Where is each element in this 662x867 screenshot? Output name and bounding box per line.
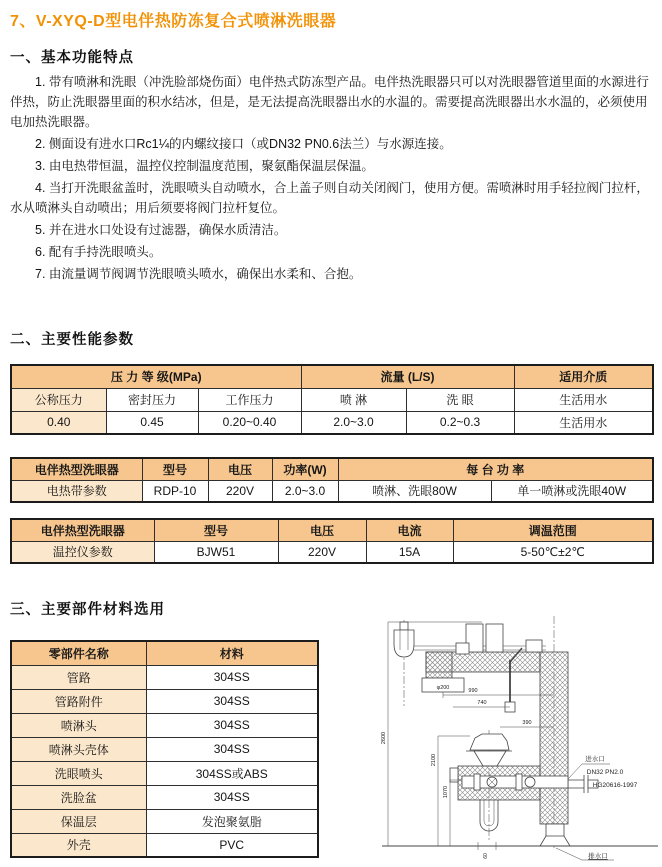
part-name-cell: 管路附件 [11, 689, 146, 713]
header-cell: 每 台 功 率 [338, 458, 653, 480]
part-name-cell: 喷淋头壳体 [11, 737, 146, 761]
data-cell: 2.0~3.0 [301, 411, 406, 434]
header-cell: 电流 [366, 519, 453, 541]
material-cell: PVC [146, 833, 318, 857]
inlet-label: 进水口 [585, 756, 605, 763]
data-cell: 喷淋、洗眼80W [338, 480, 491, 502]
feature-item: 7. 由流量调节阀调节洗眼喷头喷水，确保出水柔和、合抱。 [35, 267, 362, 281]
subheader-cell: 密封压力 [106, 388, 198, 411]
feature-item: 5. 并在进水口处设有过滤器，确保水质清洁。 [35, 223, 287, 237]
section-heading-features: 一、基本功能特点 [10, 50, 134, 66]
data-cell: 温控仪参数 [11, 541, 154, 563]
data-cell: 0.40 [11, 411, 106, 434]
shower-head-stem [400, 622, 408, 630]
data-cell: BJW51 [154, 541, 278, 563]
valve-symbol [525, 777, 535, 787]
feature-list [10, 72, 654, 286]
header-cell: 电伴热型洗眼器 [11, 458, 142, 480]
wash-basin [474, 751, 506, 766]
pipe-fitting [516, 774, 522, 790]
feature-item: 3. 由电热带恒温，温控仪控制温度范围，聚氨酯保温层保温。 [35, 159, 374, 173]
dim-label-2600: 2600 [381, 731, 387, 745]
data-cell: 单一喷淋或洗眼40W [491, 480, 653, 502]
header-cell: 电压 [208, 458, 272, 480]
dim-label-740: 740 [477, 700, 487, 706]
dim-label-1070: 1070 [443, 785, 449, 799]
part-name-cell: 外壳 [11, 833, 146, 857]
data-cell: 生活用水 [514, 411, 653, 434]
data-cell: RDP-10 [142, 480, 208, 502]
eyewash-station-technical-drawing [370, 610, 662, 867]
data-cell: 220V [278, 541, 366, 563]
junction-box [486, 624, 503, 652]
material-cell: 304SS [146, 737, 318, 761]
data-cell: 220V [208, 480, 272, 502]
inlet-standard-label: HG20616-1997 [592, 782, 638, 789]
page-title: 7、V-XYQ-D型电伴热防冻复合式喷淋洗眼器 [10, 13, 337, 30]
part-name-cell: 管路 [11, 665, 146, 689]
dim-label-2100: 2100 [431, 753, 437, 767]
base-flange [540, 836, 570, 846]
section-heading-materials: 三、主要部件材料选用 [10, 602, 165, 618]
material-cell: 304SS [146, 713, 318, 737]
pipe-clamp [526, 640, 542, 652]
header-cell: 电压 [278, 519, 366, 541]
material-cell: 发泡聚氨脂 [146, 809, 318, 833]
pressure-flow-table [10, 364, 654, 435]
part-name-cell: 喷淋头 [11, 713, 146, 737]
header-cell: 压 力 等 级(MPa) [11, 365, 301, 388]
thermostat-table [10, 518, 654, 564]
inlet-flange [584, 775, 588, 793]
basin-cover [470, 734, 509, 750]
header-cell: 电伴热型洗眼器 [11, 519, 154, 541]
header-cell: 适用介质 [514, 365, 653, 388]
pipe-fitting [474, 774, 480, 790]
part-name-cell: 洗眼喷头 [11, 761, 146, 785]
feature-item: 2. 侧面设有进水口Rc1¼的内螺纹接口（或DN32 PN0.6法兰）与水源连接。 [35, 137, 452, 151]
dim-line-990 [443, 692, 554, 698]
data-cell: 0.2~0.3 [406, 411, 514, 434]
subheader-cell: 洗 眼 [406, 388, 514, 411]
subheader-cell: 喷 淋 [301, 388, 406, 411]
materials-table [10, 640, 319, 858]
feature-item: 1. 带有喷淋和洗眼（冲洗脸部烧伤面）电伴热式防冻型产品。电伴热洗眼器只可以对洗眼器管道里面的水源进行伴热，防止洗眼器里面的积水结冰，但是，是无法提高洗眼器出水的水温的。需要提高洗眼器出水水温的，必须使用电加热洗眼器。 [10, 75, 649, 129]
header-cell: 零部件名称 [11, 641, 146, 665]
shower-head-icon [394, 630, 414, 657]
data-cell: 15A [366, 541, 453, 563]
header-cell: 流量 (L/S) [301, 365, 514, 388]
inlet-spec-label: DN32 PN2.0 [586, 769, 624, 776]
feature-item: 6. 配有手持洗眼喷头。 [35, 245, 162, 259]
subheader-cell: 公称压力 [11, 388, 106, 411]
subheader-cell: 工作压力 [198, 388, 301, 411]
part-name-cell: 保温层 [11, 809, 146, 833]
pipe-clamp [456, 643, 469, 654]
header-cell: 材料 [146, 641, 318, 665]
data-cell: 2.0~3.0 [272, 480, 338, 502]
material-cell: 304SS [146, 665, 318, 689]
data-cell: 0.45 [106, 411, 198, 434]
data-cell: 0.20~0.40 [198, 411, 301, 434]
dim-label-990: 990 [468, 688, 478, 694]
header-cell: 型号 [142, 458, 208, 480]
material-cell: 304SS [146, 785, 318, 809]
inlet-pipe [568, 780, 584, 788]
heat-trace-table [10, 457, 654, 503]
subheader-cell: 生活用水 [514, 388, 653, 411]
dim-label-60: 60 [483, 853, 489, 859]
diameter-label: φ200 [436, 685, 450, 691]
dim-label-390: 390 [522, 720, 532, 726]
insulated-elbow [426, 652, 452, 678]
header-cell: 功率(W) [272, 458, 338, 480]
header-cell: 型号 [154, 519, 278, 541]
feature-item: 4. 当打开洗眼盆盖时，洗眼喷头自动喷水，合上盖子则自动关闭阀门，使用方便。需喷淋时用手轻拉阀门拉杆，水从喷淋头自动喷出；用后须要将阀门拉杆复位。 [10, 181, 649, 215]
header-cell: 调温范围 [453, 519, 653, 541]
material-cell: 304SS [146, 689, 318, 713]
data-cell: 5-50℃±2℃ [453, 541, 653, 563]
section-heading-parameters: 二、主要性能参数 [10, 332, 134, 348]
insulated-riser-pipe [540, 652, 568, 824]
drain-label: 排水口 [588, 853, 608, 860]
data-cell: 电热带参数 [11, 480, 142, 502]
material-cell: 304SS或ABS [146, 761, 318, 785]
part-name-cell: 洗脸盆 [11, 785, 146, 809]
